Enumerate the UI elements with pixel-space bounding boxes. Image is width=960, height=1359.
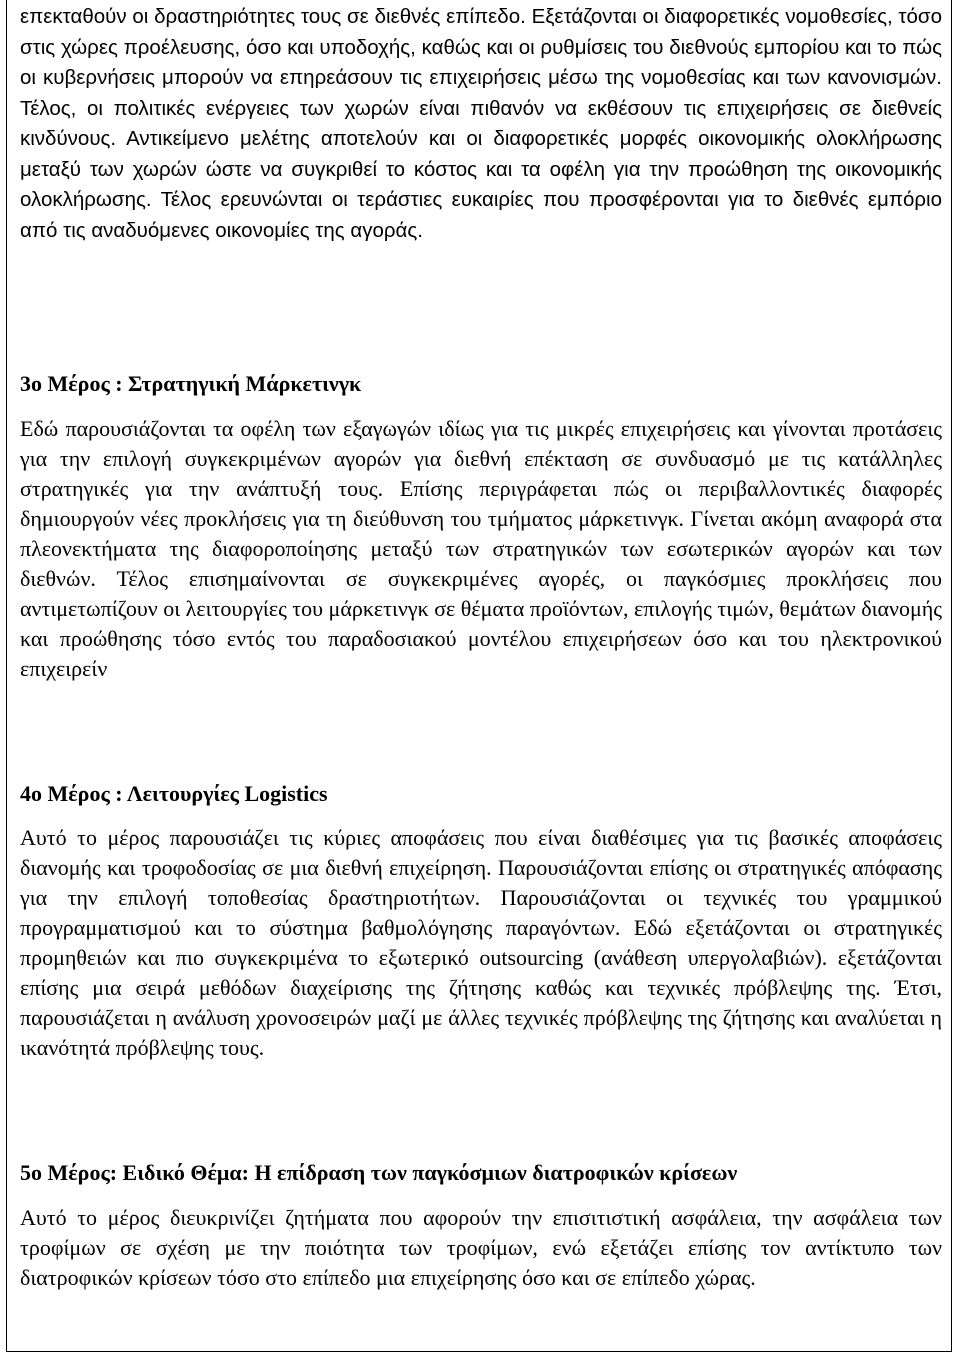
section-5-body: Αυτό το μέρος διευκρινίζει ζητήματα που αφορούν την επισιτιστική ασφάλεια, την ασφάλεια των τροφίμων σε σχέση με την ποιότητα των τροφίμων, ενώ εξετάζει επίσης τον αντίκτυπο των διατροφικών κρίσεων τόσο στο επίπεδο μια επιχείρησης όσο και σε επίπεδο χώρας.: [20, 1205, 942, 1290]
intro-paragraph: επεκταθούν οι δραστηριότητες τους σε διεθνές επίπεδο. Εξετάζονται οι διαφορετικές νομοθεσίες, τόσο στις χώρες προέλευσης, όσο και υποδοχής, καθώς και οι ρυθμίσεις του διεθνούς εμπορίου και το πώς οι κυβερνήσεις μπορούν να επηρεάσουν τις επιχειρήσεις μέσω της νομοθεσίας και των κανονισμών. Τέλος, οι πολιτικές ενέργειες των χωρών είναι πιθανόν να εκθέσουν τις επιχειρήσεις σε διεθνείς κινδύνους. Αντικείμενο μελέτης αποτελούν και οι διαφορετικές μορφές οικονομικής ολοκλήρωσης μεταξύ των χωρών ώστε να συγκριθεί το κόστος και τα οφέλη για την προώθηση της οικονομικής ολοκλήρωσης. Τέλος ερευνώνται οι τεράστιες ευκαιρίες που προσφέρονται για το διεθνές εμπόριο από τις αναδυόμενες οικονομίες της αγοράς.: [20, 5, 942, 242]
section-3-body: Εδώ παρουσιάζονται τα οφέλη των εξαγωγών ιδίως για τις μικρές επιχειρήσεις και γίνονται προτάσεις για την επιλογή συγκεκριμένων αγορών για διεθνή επέκταση σε συνδυασμό με τις κατάλληλες στρατηγικές για την ανάπτυξή τους. Επίσης περιγράφεται πώς οι περιβαλλοντικές διαφορές δημιουργούν νέες προκλήσεις για τη διεύθυνση του τμήματος μάρκετινγκ. Γίνεται ακόμη αναφορά στα πλεονεκτήματα της διαφοροποίησης μεταξύ των στρατηγικών των εσωτερικών αγορών και των διεθνών. Τέλος επισημαίνονται σε συγκεκριμένες αγορές, οι παγκόσμιες προκλήσεις που αντιμετωπίζουν οι λειτουργίες του μάρκετινγκ σε θέματα προϊόντων, επιλογής τιμών, θεμάτων διανομής και προώθησης τόσο εντός του παραδοσιακού μοντέλου επιχειρήσεων όσο και του ηλεκτρονικού επιχειρείν: [20, 416, 942, 681]
section-4-body: Αυτό το μέρος παρουσιάζει τις κύριες αποφάσεις που είναι διαθέσιμες για τις βασικές αποφάσεις διανομής και τροφοδοσίας σε μια διεθνή επιχείρηση. Παρουσιάζονται επίσης οι στρατηγικές απόφασης για την επιλογή τοποθεσίας δραστηριοτήτων. Παρουσιάζονται οι τεχνικές του γραμμικού προγραμματισμού και το σύστημα βαθμολόγησης παραγόντων. Εδώ εξετάζονται οι στρατηγικές προμηθειών και πιο συγκεκριμένα το εξωτερικό outsourcing (ανάθεση υπεργολαβιών). εξετάζονται επίσης μια σειρά μεθόδων διαχείρισης της ζήτησης καθώς και τεχνικές πρόβλεψης της. Έτσι, παρουσιάζεται η ανάλυση χρονοσειρών μαζί με άλλες τεχνικές πρόβλεψης της ζήτησης και αναλύεται η ικανότητά πρόβλεψης τους.: [20, 825, 942, 1060]
section-5-heading: 5ο Μέρος: Ειδικό Θέμα: Η επίδραση των παγκόσμιων διατροφικών κρίσεων: [20, 1160, 738, 1185]
section-3-heading: 3ο Μέρος : Στρατηγική Μάρκετινγκ: [20, 371, 362, 396]
section-4-heading: 4ο Μέρος : Λειτουργίες Logistics: [20, 781, 328, 806]
